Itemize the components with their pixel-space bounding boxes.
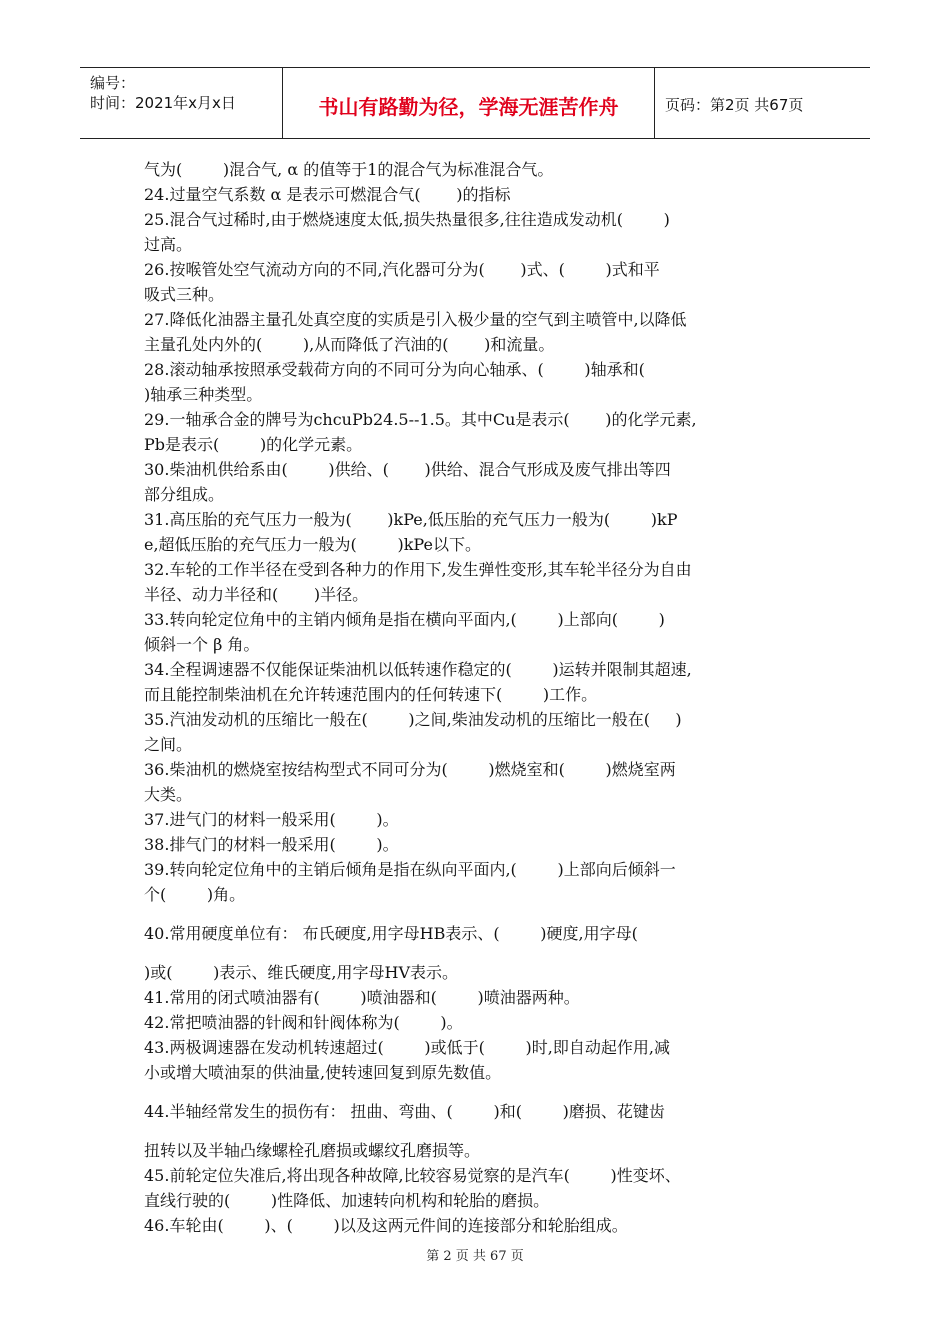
text-line: 45.前轮定位失准后,将出现各种故障,比较容易觉察的是汽车( )性变坏、	[144, 1166, 681, 1185]
text-line: 44.半轴经常发生的损伤有： 扭曲、弯曲、( )和( )磨损、花键齿	[144, 1102, 665, 1121]
text-line: 42.常把喷油器的针阀和针阀体称为( )。	[144, 1013, 463, 1032]
text-line: 26.按喉管处空气流动方向的不同,汽化器可分为( )式、( )式和平	[144, 260, 660, 279]
text-line: e,超低压胎的充气压力一般为( )kPe以下。	[144, 535, 481, 554]
text-line: 31.高压胎的充气压力一般为( )kPe,低压胎的充气压力一般为( )kP	[144, 510, 678, 529]
text-line: 大类。	[144, 785, 193, 804]
text-line: 主量孔处内外的( ),从而降低了汽油的( )和流量。	[144, 335, 555, 354]
text-line: 过高。	[144, 235, 193, 254]
code-label: 编号：	[90, 74, 136, 92]
page-footer: 第 2 页 共 67 页	[426, 1249, 524, 1264]
text-line: 37.进气门的材料一般采用( )。	[144, 810, 399, 829]
text-line: 之间。	[144, 735, 193, 754]
text-line: 半径、动力半径和( )半径。	[144, 585, 369, 604]
header-meta	[80, 68, 283, 138]
text-line: 倾斜一个 β 角。	[144, 635, 260, 654]
text-line: 29.一轴承合金的牌号为chcuPb24.5--1.5。其中Cu是表示( )的化学元素,	[144, 410, 697, 429]
text-line: 43.两极调速器在发动机转速超过( )或低于( )时,即自动起作用,减	[144, 1038, 670, 1057]
text-line: 41.常用的闭式喷油器有( )喷油器和( )喷油器两种。	[144, 988, 580, 1007]
header-table	[80, 67, 870, 139]
document-body	[144, 157, 814, 1238]
text-line: 而且能控制柴油机在允许转速范围内的任何转速下( )工作。	[144, 685, 598, 704]
text-line: 39.转向轮定位角中的主销后倾角是指在纵向平面内,( )上部向后倾斜一	[144, 860, 676, 879]
text-line: 扭转以及半轴凸缘螺栓孔磨损或螺纹孔磨损等。	[144, 1141, 481, 1160]
text-line: 35.汽油发动机的压缩比一般在( )之间,柴油发动机的压缩比一般在( )	[144, 710, 682, 729]
paragraph-gap	[144, 946, 814, 960]
text-line: 27.降低化油器主量孔处真空度的实质是引入极少量的空气到主喷管中,以降低	[144, 310, 687, 329]
paragraph-gap	[144, 1085, 814, 1099]
text-line: 小或增大喷油泵的供油量,使转速回复到原先数值。	[144, 1063, 502, 1082]
text-line: 25.混合气过稀时,由于燃烧速度太低,损失热量很多,往往造成发动机( )	[144, 210, 670, 229]
text-line: 36.柴油机的燃烧室按结构型式不同可分为( )燃烧室和( )燃烧室两	[144, 760, 676, 779]
paragraph-gap	[144, 907, 814, 921]
text-line: 32.车轮的工作半径在受到各种力的作用下,发生弹性变形,其车轮半径分为自由	[144, 560, 692, 579]
text-line: Pb是表示( )的化学元素。	[144, 435, 363, 454]
text-line: 46.车轮由( )、( )以及这两元件间的连接部分和轮胎组成。	[144, 1216, 628, 1235]
text-line: 吸式三种。	[144, 285, 225, 304]
text-line: 33.转向轮定位角中的主销内倾角是指在横向平面内,( )上部向( )	[144, 610, 665, 629]
paragraph-gap	[144, 1124, 814, 1138]
text-line: 直线行驶的( )性降低、加速转向机构和轮胎的磨损。	[144, 1191, 550, 1210]
text-line: 28.滚动轴承按照承受载荷方向的不同可分为向心轴承、( )轴承和(	[144, 360, 645, 379]
text-line: 个( )角。	[144, 885, 246, 904]
text-line: 气为( )混合气, α 的值等于1的混合气为标准混合气。	[144, 160, 554, 179]
text-line: 30.柴油机供给系由( )供给、( )供给、混合气形成及废气排出等四	[144, 460, 671, 479]
text-line: )轴承三种类型。	[144, 385, 263, 404]
motto: 书山有路勤为径，学海无涯苦作舟	[283, 68, 655, 138]
text-line: )或( )表示、维氏硬度,用字母HV表示。	[144, 963, 459, 982]
time-label: 时间：2021年x月x日	[90, 94, 236, 112]
text-line: 40.常用硬度单位有： 布氏硬度,用字母HB表示、( )硬度,用字母(	[144, 924, 638, 943]
text-line: 部分组成。	[144, 485, 225, 504]
text-line: 34.全程调速器不仅能保证柴油机以低转速作稳定的( )运转并限制其超速,	[144, 660, 692, 679]
text-line: 38.排气门的材料一般采用( )。	[144, 835, 399, 854]
page-info: 页码：第2页 共67页	[665, 95, 804, 114]
text-line: 24.过量空气系数 α 是表示可燃混合气( )的指标	[144, 185, 511, 204]
